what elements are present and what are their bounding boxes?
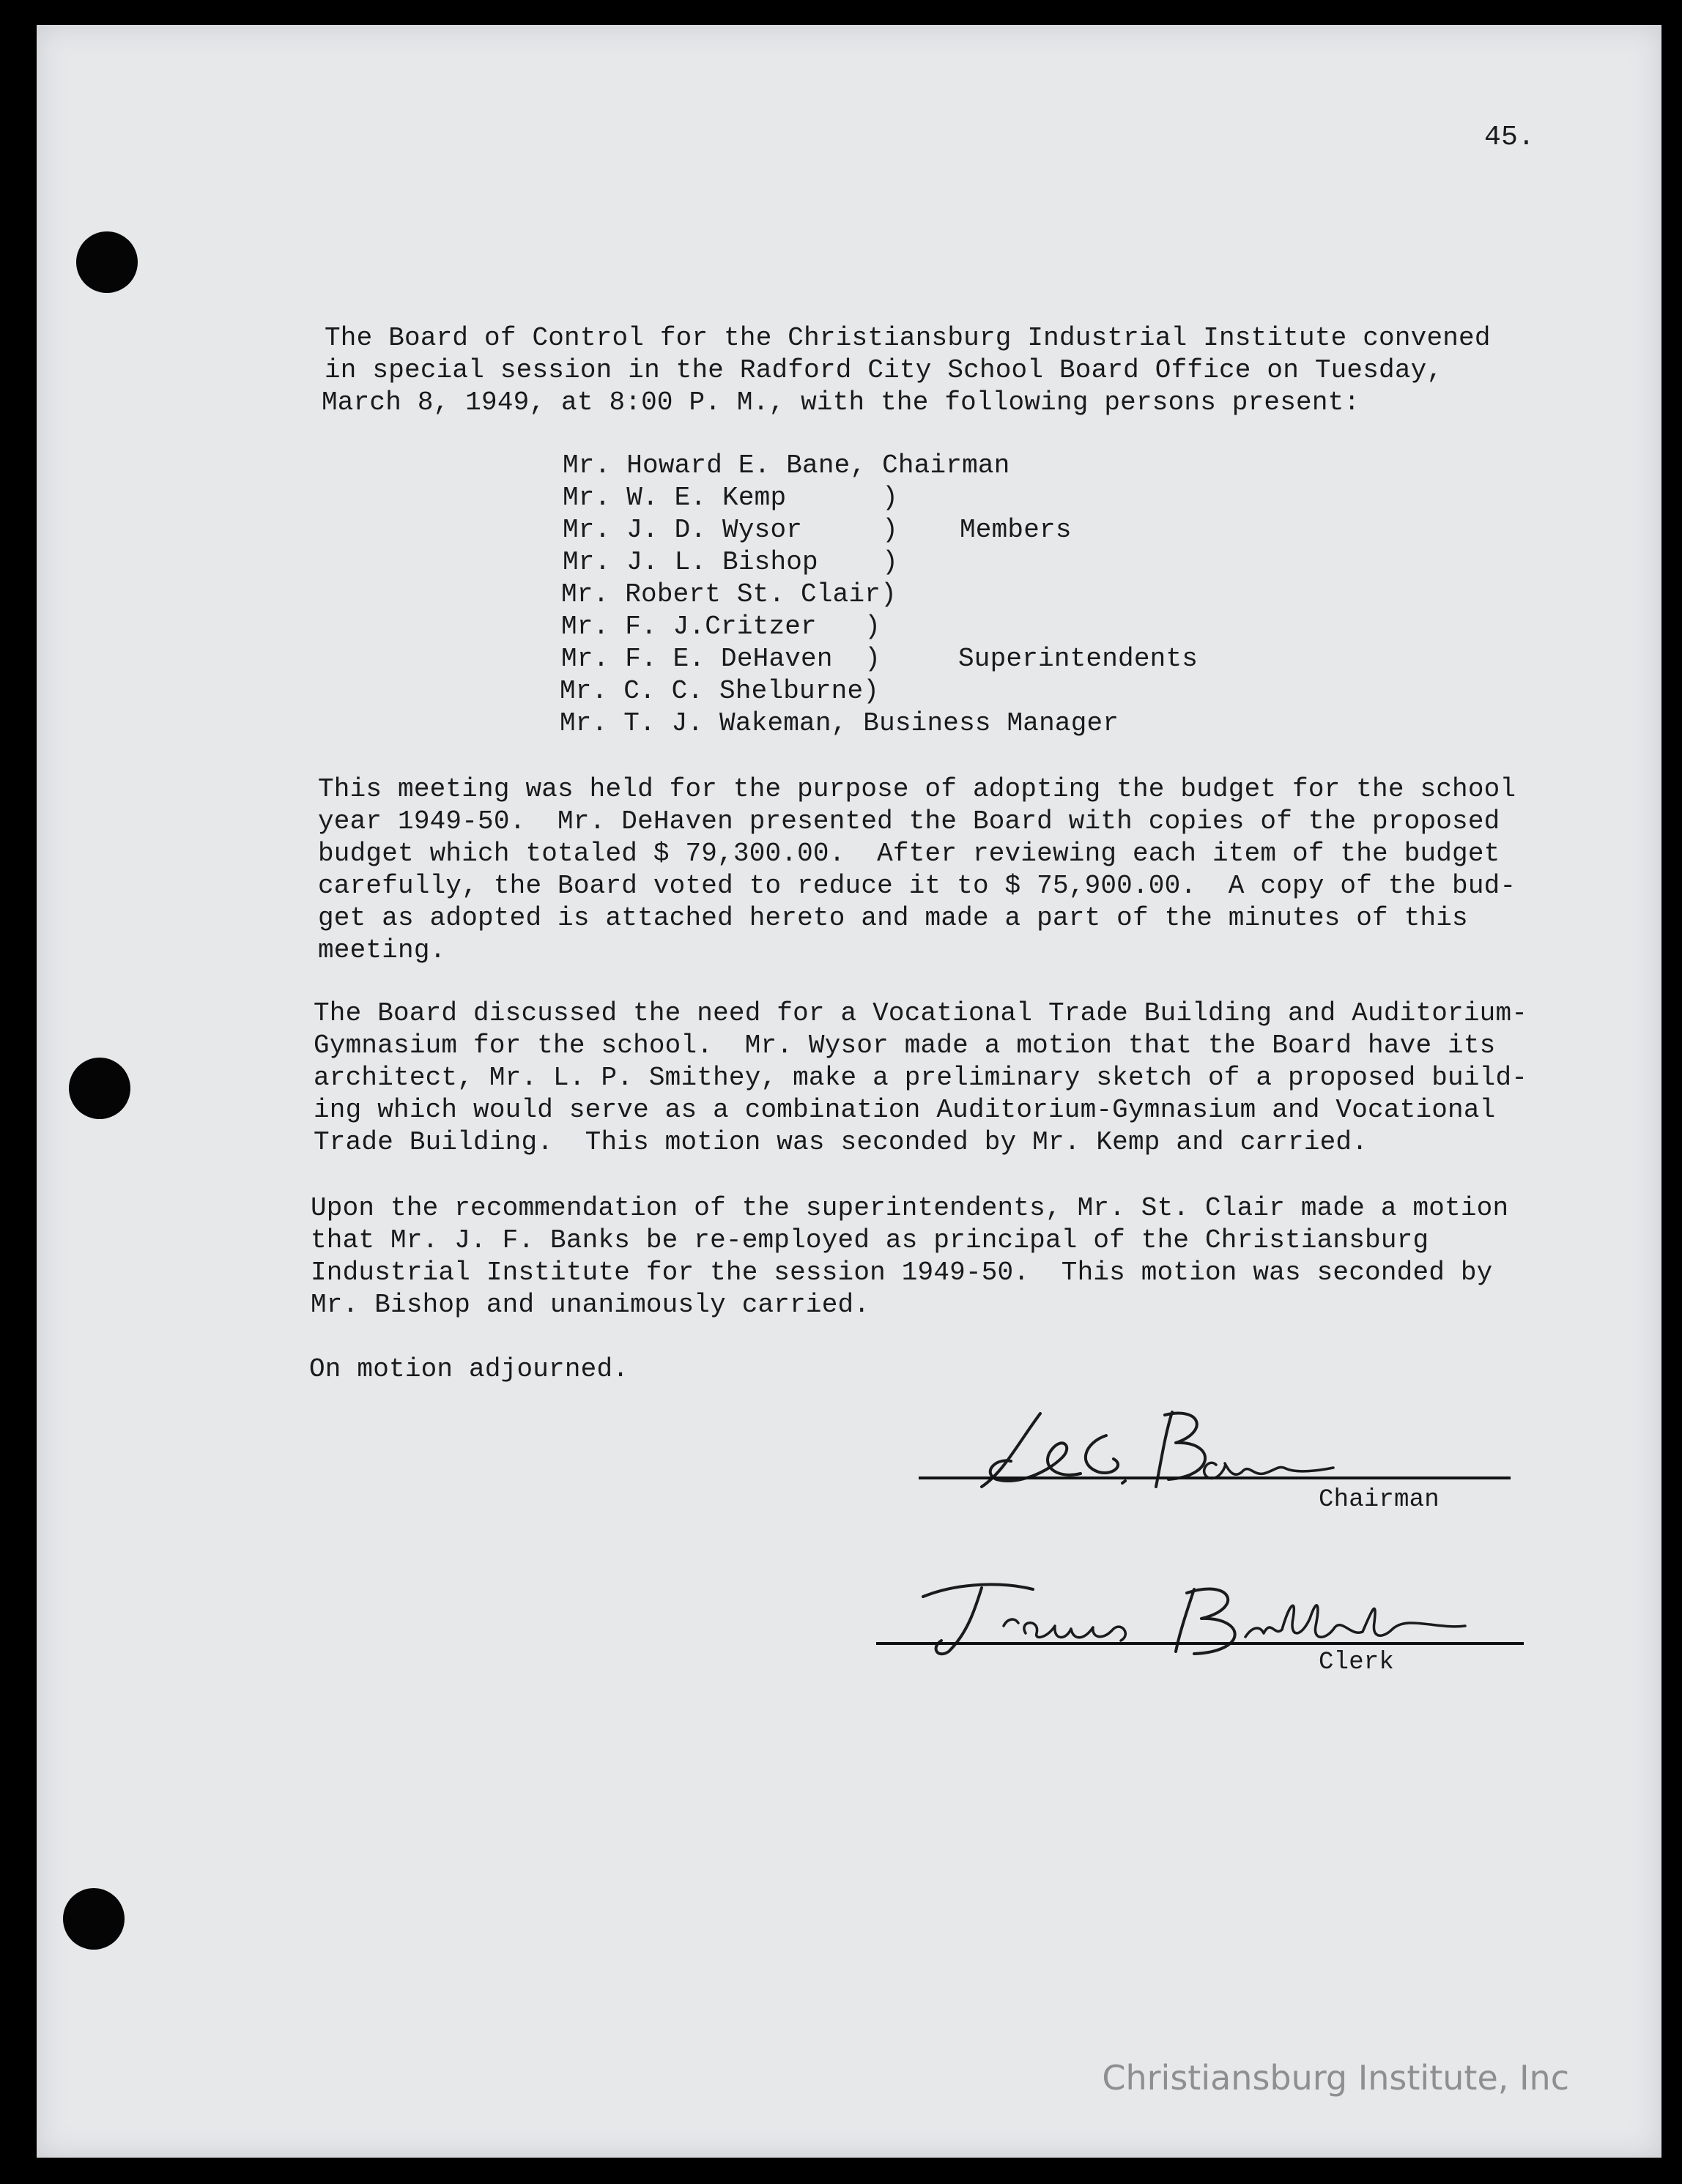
- attendee-line: Mr. W. E. Kemp ): [563, 483, 898, 513]
- paragraph-2-line: Gymnasium for the school. Mr. Wysor made a motion that the Board have its: [314, 1030, 1496, 1061]
- punch-hole-top: [76, 231, 138, 293]
- chairman-title: Chairman: [1319, 1486, 1440, 1514]
- attendee-line: Mr. F. J.Critzer ): [561, 612, 881, 642]
- chairman-signature-line: [919, 1477, 1511, 1479]
- paragraph-1-line: budget which totaled $ 79,300.00. After reviewing each item of the budget: [318, 839, 1500, 869]
- watermark: Christiansburg Institute, Inc: [1102, 2058, 1569, 2098]
- clerk-title: Clerk: [1319, 1649, 1395, 1676]
- closing-line: On motion adjourned.: [309, 1354, 629, 1384]
- members-label: Members: [960, 515, 1072, 545]
- paragraph-3-line: Industrial Institute for the session 1949-50. This motion was seconded by: [311, 1258, 1493, 1288]
- intro-line: March 8, 1949, at 8:00 P. M., with the following persons present:: [322, 387, 1360, 417]
- paragraph-1-line: This meeting was held for the purpose of adopting the budget for the school: [318, 774, 1516, 804]
- attendee-line: Mr. F. E. DeHaven ): [561, 644, 881, 674]
- punch-hole-bottom: [63, 1888, 125, 1950]
- paragraph-3-line: that Mr. J. F. Banks be re-employed as principal of the Christiansburg: [311, 1225, 1429, 1255]
- attendee-line: Mr. Robert St. Clair): [561, 579, 897, 609]
- superintendents-label: Superintendents: [958, 644, 1198, 674]
- paragraph-3-line: Upon the recommendation of the superintendents, Mr. St. Clair made a motion: [311, 1193, 1509, 1223]
- attendee-line: Mr. Howard E. Bane, Chairman: [563, 450, 1010, 480]
- page-number: 45.: [1484, 122, 1535, 153]
- attendee-line: Mr. T. J. Wakeman, Business Manager: [560, 708, 1119, 738]
- paragraph-1-line: meeting.: [318, 935, 446, 965]
- paragraph-2-line: The Board discussed the need for a Vocational Trade Building and Auditorium-: [314, 998, 1528, 1028]
- paragraph-2-line: Trade Building. This motion was seconded by Mr. Kemp and carried.: [314, 1127, 1368, 1157]
- paragraph-2-line: architect, Mr. L. P. Smithey, make a preliminary sketch of a proposed build-: [314, 1063, 1528, 1093]
- paragraph-2-line: ing which would serve as a combination Auditorium-Gymnasium and Vocational: [314, 1095, 1496, 1125]
- attendee-line: Mr. J. L. Bishop ): [563, 547, 898, 577]
- attendee-line: Mr. J. D. Wysor ): [563, 515, 898, 545]
- paragraph-1-line: carefully, the Board voted to reduce it to $ 75,900.00. A copy of the bud-: [318, 871, 1516, 901]
- clerk-signature-line: [876, 1642, 1524, 1645]
- paragraph-1-line: year 1949-50. Mr. DeHaven presented the Board with copies of the proposed: [318, 806, 1500, 836]
- attendee-line: Mr. C. C. Shelburne): [560, 676, 880, 706]
- paragraph-1-line: get as adopted is attached hereto and made a part of the minutes of this: [318, 903, 1468, 933]
- paragraph-3-line: Mr. Bishop and unanimously carried.: [311, 1290, 870, 1320]
- punch-hole-middle: [69, 1058, 130, 1119]
- intro-line: The Board of Control for the Christiansburg Industrial Institute convened: [325, 323, 1491, 353]
- intro-line: in special session in the Radford City School Board Office on Tuesday,: [325, 355, 1443, 385]
